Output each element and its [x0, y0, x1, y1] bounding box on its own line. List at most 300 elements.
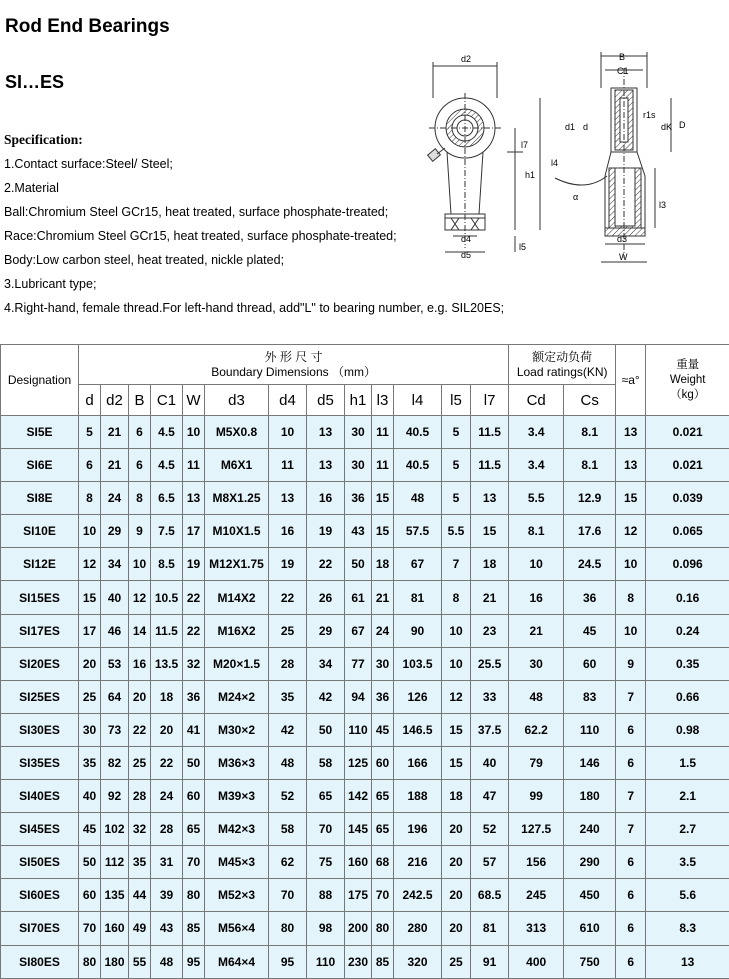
table-cell: 68: [372, 846, 394, 879]
grease-nipple: [428, 148, 445, 161]
table-cell: 6: [616, 879, 646, 912]
table-cell: 91: [471, 945, 509, 978]
load-header-en: Load ratings(KN): [516, 364, 608, 379]
spec-line: 1.Contact surface:Steel/ Steel;: [4, 157, 173, 171]
table-cell: 32: [129, 813, 151, 846]
table-cell: 40: [79, 780, 101, 813]
table-cell: 11.5: [471, 416, 509, 449]
table-cell: 22: [183, 614, 205, 647]
table-cell: 17.6: [564, 515, 616, 548]
table-cell: 48: [509, 680, 564, 713]
table-cell: 70: [183, 846, 205, 879]
table-cell: 49: [129, 912, 151, 945]
column-header-l5: l5: [442, 385, 471, 416]
table-cell: 30: [345, 449, 372, 482]
table-cell: 36: [372, 680, 394, 713]
table-cell: 4.5: [151, 416, 183, 449]
table-cell: 320: [394, 945, 442, 978]
designation-cell: SI6E: [1, 449, 79, 482]
table-cell: 24.5: [564, 548, 616, 581]
table-cell: 20: [442, 879, 471, 912]
table-cell: 10: [129, 548, 151, 581]
table-cell: 142: [345, 780, 372, 813]
table-cell: 19: [307, 515, 345, 548]
specification-heading: Specification:: [4, 132, 83, 147]
table-cell: 16: [509, 581, 564, 614]
weight-header-en: Weight: [669, 373, 706, 386]
table-cell: 8: [442, 581, 471, 614]
table-row: [1, 713, 729, 746]
table-cell: 11: [372, 449, 394, 482]
weight-header-cn: 重量: [676, 358, 700, 371]
table-cell: 1.5: [646, 746, 729, 779]
table-row: [1, 482, 729, 515]
label-l7: l7: [521, 140, 529, 150]
table-cell: M30×2: [205, 713, 269, 746]
label-d3: d3: [617, 234, 628, 244]
designation-cell: SI10E: [1, 515, 79, 548]
table-cell: 7: [616, 780, 646, 813]
table-cell: 44: [129, 879, 151, 912]
table-cell: M14X2: [205, 581, 269, 614]
load-ratings-header: [509, 345, 616, 385]
weight-unit: （kg）: [670, 388, 706, 401]
table-cell: 57.5: [394, 515, 442, 548]
table-cell: 83: [564, 680, 616, 713]
table-cell: 43: [151, 912, 183, 945]
designation-cell: SI70ES: [1, 912, 79, 945]
table-cell: 79: [509, 746, 564, 779]
table-cell: M42×3: [205, 813, 269, 846]
table-cell: 8.5: [151, 548, 183, 581]
table-cell: 16: [269, 515, 307, 548]
table-cell: 42: [269, 713, 307, 746]
table-cell: 125: [345, 746, 372, 779]
table-cell: 28: [269, 647, 307, 680]
table-cell: 16: [307, 482, 345, 515]
table-cell: 85: [372, 945, 394, 978]
table-cell: 313: [509, 912, 564, 945]
table-cell: 11: [372, 416, 394, 449]
table-cell: M20×1.5: [205, 647, 269, 680]
table-cell: M45×3: [205, 846, 269, 879]
table-row: [1, 416, 729, 449]
designation-cell: SI8E: [1, 482, 79, 515]
table-cell: 48: [269, 746, 307, 779]
table-cell: 4.5: [151, 449, 183, 482]
table-cell: 242.5: [394, 879, 442, 912]
table-cell: 6.5: [151, 482, 183, 515]
table-cell: 64: [101, 680, 129, 713]
table-cell: 245: [509, 879, 564, 912]
table-cell: 70: [269, 879, 307, 912]
boundary-header-en: Boundary Dimensions （mm）: [211, 364, 376, 379]
table-cell: 25: [129, 746, 151, 779]
table-cell: 30: [345, 416, 372, 449]
table-cell: 400: [509, 945, 564, 978]
table-cell: 450: [564, 879, 616, 912]
table-cell: 5: [79, 416, 101, 449]
table-cell: 60: [79, 879, 101, 912]
table-cell: 28: [151, 813, 183, 846]
table-cell: 10: [616, 614, 646, 647]
table-row: [1, 780, 729, 813]
table-cell: 3.5: [646, 846, 729, 879]
table-cell: 5: [442, 482, 471, 515]
table-cell: 80: [269, 912, 307, 945]
table-cell: 70: [372, 879, 394, 912]
table-cell: 13: [616, 416, 646, 449]
table-cell: 10: [509, 548, 564, 581]
designation-cell: SI30ES: [1, 713, 79, 746]
table-cell: 99: [509, 780, 564, 813]
table-cell: M56×4: [205, 912, 269, 945]
table-cell: 20: [442, 846, 471, 879]
table-cell: 94: [345, 680, 372, 713]
table-cell: 5.5: [509, 482, 564, 515]
table-cell: 81: [394, 581, 442, 614]
table-cell: M16X2: [205, 614, 269, 647]
table-row: [1, 647, 729, 680]
table-cell: 10: [183, 416, 205, 449]
table-cell: 7: [616, 680, 646, 713]
table-cell: 85: [183, 912, 205, 945]
table-cell: 188: [394, 780, 442, 813]
table-cell: 15: [372, 482, 394, 515]
label-l5: l5: [519, 242, 527, 252]
table-cell: 18: [442, 780, 471, 813]
table-cell: 24: [101, 482, 129, 515]
table-cell: 81: [471, 912, 509, 945]
table-row: [1, 449, 729, 482]
table-cell: 62: [269, 846, 307, 879]
table-cell: 126: [394, 680, 442, 713]
table-cell: 61: [345, 581, 372, 614]
table-cell: 68.5: [471, 879, 509, 912]
table-cell: 8: [129, 482, 151, 515]
table-cell: 41: [183, 713, 205, 746]
table-cell: 77: [345, 647, 372, 680]
label-d: d: [583, 122, 589, 132]
table-cell: 12: [442, 680, 471, 713]
table-cell: 80: [79, 945, 101, 978]
column-header-l7: l7: [471, 385, 509, 416]
designation-header: Designation: [1, 345, 79, 416]
table-cell: 0.065: [646, 515, 729, 548]
designation-cell: SI45ES: [1, 813, 79, 846]
label-W: W: [619, 252, 628, 262]
table-cell: 98: [307, 912, 345, 945]
designation-cell: SI40ES: [1, 780, 79, 813]
table-cell: 127.5: [509, 813, 564, 846]
label-dk: dK: [661, 122, 673, 132]
table-cell: M6X1: [205, 449, 269, 482]
section-view: [605, 88, 645, 236]
table-cell: 52: [269, 780, 307, 813]
table-cell: 73: [101, 713, 129, 746]
table-cell: M12X1.75: [205, 548, 269, 581]
table-cell: 8.3: [646, 912, 729, 945]
designation-cell: SI50ES: [1, 846, 79, 879]
table-cell: 13.5: [151, 647, 183, 680]
table-cell: 13: [269, 482, 307, 515]
table-cell: 21: [101, 416, 129, 449]
table-cell: 42: [307, 680, 345, 713]
table-cell: 20: [442, 912, 471, 945]
table-cell: 32: [183, 647, 205, 680]
table-cell: 34: [101, 548, 129, 581]
table-cell: 65: [372, 780, 394, 813]
table-cell: 88: [307, 879, 345, 912]
table-cell: 6: [616, 912, 646, 945]
table-cell: 0.24: [646, 614, 729, 647]
table-cell: 20: [79, 647, 101, 680]
table-cell: 8.1: [564, 449, 616, 482]
table-cell: 16: [129, 647, 151, 680]
label-C1: C1: [617, 66, 629, 76]
table-cell: 18: [151, 680, 183, 713]
table-cell: 45: [79, 813, 101, 846]
table-cell: 24: [372, 614, 394, 647]
column-header-w: W: [183, 385, 205, 416]
table-cell: 36: [183, 680, 205, 713]
spec-line: Race:Chromium Steel GCr15, heat treated, surface phosphate-treated;: [4, 229, 397, 243]
table-row: [1, 746, 729, 779]
table-cell: 112: [101, 846, 129, 879]
table-cell: 50: [307, 713, 345, 746]
table-row: [1, 813, 729, 846]
table-cell: 25: [442, 945, 471, 978]
table-cell: 47: [471, 780, 509, 813]
table-cell: 25: [79, 680, 101, 713]
column-header-d4: d4: [269, 385, 307, 416]
table-cell: 20: [442, 813, 471, 846]
table-cell: 58: [307, 746, 345, 779]
table-cell: 22: [183, 581, 205, 614]
table-cell: 67: [345, 614, 372, 647]
table-row: [1, 879, 729, 912]
table-cell: 80: [183, 879, 205, 912]
table-cell: 36: [345, 482, 372, 515]
table-cell: 50: [345, 548, 372, 581]
table-cell: 15: [79, 581, 101, 614]
table-cell: 22: [269, 581, 307, 614]
table-cell: 8: [79, 482, 101, 515]
table-cell: 0.35: [646, 647, 729, 680]
table-cell: M39×3: [205, 780, 269, 813]
designation-cell: SI25ES: [1, 680, 79, 713]
table-cell: 102: [101, 813, 129, 846]
table-cell: 0.021: [646, 416, 729, 449]
table-cell: 35: [129, 846, 151, 879]
table-cell: 15: [442, 713, 471, 746]
table-cell: 240: [564, 813, 616, 846]
column-header-d5: d5: [307, 385, 345, 416]
table-cell: 90: [394, 614, 442, 647]
series-subtitle: SI…ES: [5, 72, 65, 92]
table-cell: 48: [394, 482, 442, 515]
spec-line: Body:Low carbon steel, heat treated, nickle plated;: [4, 253, 285, 267]
table-cell: 180: [101, 945, 129, 978]
table-cell: 0.98: [646, 713, 729, 746]
table-cell: 34: [307, 647, 345, 680]
table-cell: 95: [269, 945, 307, 978]
spec-line: 2.Material: [4, 181, 59, 195]
table-cell: 10: [442, 647, 471, 680]
table-cell: 160: [345, 846, 372, 879]
table-cell: 216: [394, 846, 442, 879]
table-cell: 18: [471, 548, 509, 581]
spec-line: Ball:Chromium Steel GCr15, heat treated, surface phosphate-treated;: [4, 205, 389, 219]
table-cell: 6: [616, 713, 646, 746]
table-cell: 3.4: [509, 416, 564, 449]
table-cell: 21: [471, 581, 509, 614]
table-cell: 35: [79, 746, 101, 779]
table-cell: 30: [372, 647, 394, 680]
table-cell: 65: [307, 780, 345, 813]
table-cell: 175: [345, 879, 372, 912]
table-cell: 50: [79, 846, 101, 879]
column-header-cd: Cd: [509, 385, 564, 416]
designation-cell: SI20ES: [1, 647, 79, 680]
table-row: [1, 581, 729, 614]
table-cell: 10: [79, 515, 101, 548]
load-header-cn: 额定动负荷: [532, 349, 593, 364]
column-header-d: d: [79, 385, 101, 416]
label-alpha: α: [573, 192, 579, 202]
table-cell: M64×4: [205, 945, 269, 978]
table-cell: 30: [79, 713, 101, 746]
table-cell: 6: [79, 449, 101, 482]
table-cell: 13: [616, 449, 646, 482]
table-cell: 18: [372, 548, 394, 581]
table-cell: 15: [372, 515, 394, 548]
table-cell: 62.2: [509, 713, 564, 746]
label-D: D: [679, 120, 686, 130]
table-cell: 13: [183, 482, 205, 515]
table-cell: 3.4: [509, 449, 564, 482]
table-cell: 5: [442, 449, 471, 482]
label-d2: d2: [461, 54, 472, 64]
table-cell: 52: [471, 813, 509, 846]
table-cell: 10: [442, 614, 471, 647]
table-cell: 5.6: [646, 879, 729, 912]
table-cell: 36: [564, 581, 616, 614]
table-cell: 26: [307, 581, 345, 614]
table-cell: 22: [129, 713, 151, 746]
label-l3: l3: [659, 200, 667, 210]
table-cell: 82: [101, 746, 129, 779]
table-cell: 110: [307, 945, 345, 978]
table-cell: 11.5: [471, 449, 509, 482]
table-cell: 2.1: [646, 780, 729, 813]
table-cell: 11: [269, 449, 307, 482]
table-cell: M8X1.25: [205, 482, 269, 515]
table-cell: 22: [151, 746, 183, 779]
boundary-dimensions-header: [79, 345, 509, 385]
label-l4: l4: [551, 158, 559, 168]
table-cell: 20: [129, 680, 151, 713]
angle-header: ≈a°: [616, 345, 646, 416]
table-cell: M52×3: [205, 879, 269, 912]
table-cell: 13: [471, 482, 509, 515]
table-cell: 610: [564, 912, 616, 945]
table-cell: 6: [129, 416, 151, 449]
table-row: [1, 846, 729, 879]
table-row: [1, 515, 729, 548]
table-cell: 6: [616, 746, 646, 779]
column-header-h1: h1: [345, 385, 372, 416]
table-cell: 25.5: [471, 647, 509, 680]
table-cell: 17: [183, 515, 205, 548]
table-cell: M10X1.5: [205, 515, 269, 548]
table-cell: 21: [372, 581, 394, 614]
table-cell: 22: [307, 548, 345, 581]
table-cell: 60: [372, 746, 394, 779]
table-cell: 20: [151, 713, 183, 746]
table-cell: 80: [372, 912, 394, 945]
table-cell: 46: [101, 614, 129, 647]
label-r1s: r1s: [643, 110, 656, 120]
table-cell: 0.096: [646, 548, 729, 581]
table-cell: 50: [183, 746, 205, 779]
table-cell: M5X0.8: [205, 416, 269, 449]
table-cell: 7: [442, 548, 471, 581]
table-cell: 19: [183, 548, 205, 581]
designation-cell: SI60ES: [1, 879, 79, 912]
column-header-l4: l4: [394, 385, 442, 416]
table-cell: 14: [129, 614, 151, 647]
table-cell: 24: [151, 780, 183, 813]
label-h1: h1: [525, 170, 536, 180]
table-cell: 10: [269, 416, 307, 449]
table-cell: 21: [509, 614, 564, 647]
table-cell: 6: [129, 449, 151, 482]
bearing-technical-drawing: [415, 48, 727, 273]
table-cell: 60: [564, 647, 616, 680]
table-cell: 40.5: [394, 449, 442, 482]
table-cell: 200: [345, 912, 372, 945]
table-cell: 37.5: [471, 713, 509, 746]
table-cell: 11: [183, 449, 205, 482]
column-header-cs: Cs: [564, 385, 616, 416]
table-row: [1, 614, 729, 647]
table-cell: 5: [442, 416, 471, 449]
table-cell: 13: [646, 945, 729, 978]
table-cell: 7.5: [151, 515, 183, 548]
table-cell: 9: [616, 647, 646, 680]
table-cell: 57: [471, 846, 509, 879]
designation-cell: SI12E: [1, 548, 79, 581]
table-cell: 750: [564, 945, 616, 978]
designation-cell: SI5E: [1, 416, 79, 449]
column-header-l3: l3: [372, 385, 394, 416]
table-cell: 70: [307, 813, 345, 846]
table-row: [1, 548, 729, 581]
label-d1: d1: [565, 122, 576, 132]
bearing-spec-table: [0, 344, 729, 979]
table-cell: 0.66: [646, 680, 729, 713]
table-cell: 39: [151, 879, 183, 912]
table-cell: 8.1: [564, 416, 616, 449]
table-cell: 9: [129, 515, 151, 548]
table-cell: 17: [79, 614, 101, 647]
table-cell: 156: [509, 846, 564, 879]
table-cell: 146.5: [394, 713, 442, 746]
table-cell: 12.9: [564, 482, 616, 515]
table-cell: 40: [101, 581, 129, 614]
table-cell: 290: [564, 846, 616, 879]
